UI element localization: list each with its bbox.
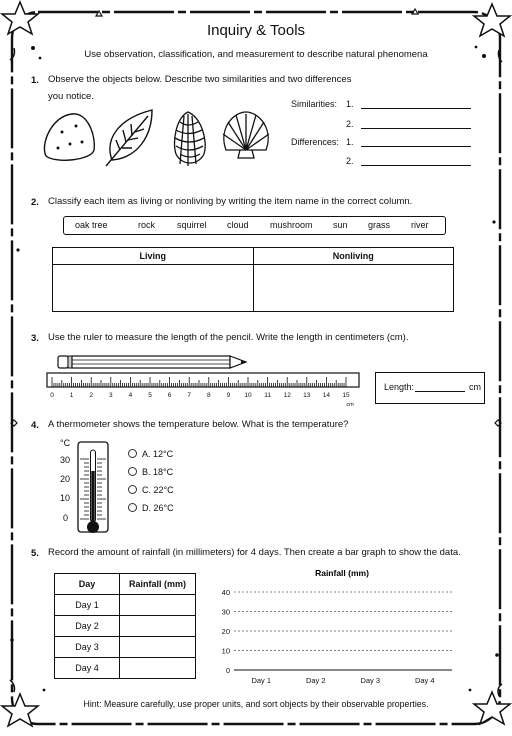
ruler (46, 372, 364, 410)
q4-text: A thermometer shows the temperature below. What is the temperature? (48, 419, 349, 430)
q4-number: 4. (31, 420, 39, 431)
thermo-scale-label: 10 (60, 493, 71, 503)
option-d-label: D. 26°C (142, 503, 174, 513)
chart-y-tick-label: 40 (221, 588, 230, 597)
chart-x-tick-label: Day 2 (305, 676, 326, 685)
living-header: Living (53, 248, 254, 265)
q5-number: 5. (31, 548, 39, 559)
thermometer-unit: °C (60, 438, 71, 448)
q1-text-line1: Observe the objects below. Describe two similarities and two differences (48, 74, 352, 85)
rainfall-answer-cell[interactable] (120, 637, 196, 658)
chart-x-tick-label: Day 1 (251, 676, 272, 685)
seashell-drawing (223, 112, 269, 158)
table-row-day: Day 2 (55, 616, 120, 637)
classification-table (52, 247, 454, 312)
chart-x-tick-label: Day 4 (414, 676, 435, 685)
ruler-label: 5 (148, 392, 152, 399)
day-header: Day (55, 574, 120, 595)
chart-y-tick-label: 0 (225, 666, 230, 675)
radio-icon[interactable] (128, 503, 137, 512)
chart-title: Rainfall (mm) (315, 568, 369, 578)
word-bank (63, 216, 446, 235)
rainfall-bar-chart[interactable] (212, 562, 462, 692)
page-subtitle: Use observation, classification, and measurement to describe natural phenomena (84, 49, 428, 60)
living-answer-cell[interactable] (53, 265, 254, 312)
pencil-drawing (56, 352, 256, 372)
ruler-label: 12 (283, 392, 291, 399)
option-b-label: B. 18°C (142, 467, 174, 477)
option-c[interactable] (128, 485, 174, 495)
chart-y-tick-label: 30 (221, 607, 230, 617)
ruler-label: 2 (89, 392, 94, 399)
q3-text: Use the ruler to measure the length of the pencil. Write the length in centimeters (cm). (48, 332, 409, 343)
ruler-label: 10 (244, 392, 252, 399)
thermometer-bulb (87, 521, 99, 533)
ruler-label: 11 (264, 392, 271, 399)
chart-y-tick-label: 20 (221, 627, 230, 636)
difference-answer-2[interactable] (361, 165, 471, 166)
q1-number: 1. (31, 75, 39, 86)
leaf-drawing (106, 110, 152, 166)
thermo-scale-label: 20 (60, 474, 71, 484)
ruler-label: 9 (226, 392, 231, 399)
ruler-label: 7 (187, 392, 192, 399)
length-unit: cm (469, 382, 481, 392)
diff-number-1: 1. (346, 137, 354, 147)
similarity-answer-2[interactable] (361, 128, 471, 129)
nonliving-answer-cell[interactable] (253, 265, 454, 312)
ruler-label: 15 (342, 392, 350, 399)
option-d[interactable] (128, 503, 174, 513)
ruler-label: 13 (303, 392, 311, 399)
ruler-label: 3 (108, 392, 113, 399)
sim-number-2: 2. (346, 119, 354, 129)
ruler-label: 1 (69, 392, 74, 399)
radio-icon[interactable] (128, 467, 137, 476)
chart-x-tick-label: Day 3 (360, 676, 381, 685)
thermometer (72, 440, 120, 540)
q1-text-line2: you notice. (48, 91, 94, 102)
hint-text: Hint: Measure carefully, use proper units, and sort objects by their observable properties. (83, 699, 429, 709)
word-bank-item: grass (368, 220, 391, 230)
thermo-scale-label: 0 (63, 513, 69, 523)
q1-objects (40, 108, 280, 168)
length-answer-box (375, 372, 485, 404)
table-row-day: Day 4 (55, 658, 120, 679)
differences-label: Differences: (291, 137, 339, 147)
q2-number: 2. (31, 197, 39, 208)
similarities-label: Similarities: (291, 99, 338, 109)
length-answer-line[interactable] (415, 391, 465, 392)
table-row-day: Day 1 (55, 595, 120, 616)
rock-drawing (44, 114, 94, 160)
q5-text: Record the amount of rainfall (in millimeters) for 4 days. Then create a bar graph to show the data. (48, 547, 461, 558)
ruler-unit: cm (346, 402, 354, 408)
sim-number-1: 1. (346, 99, 354, 109)
word-bank-item: river (411, 220, 429, 230)
thermometer-liquid (91, 471, 94, 524)
rainfall-answer-cell[interactable] (120, 658, 196, 679)
thermo-scale-label: 30 (60, 455, 71, 465)
similarity-answer-1[interactable] (361, 108, 471, 109)
word-bank-item: sun (333, 220, 348, 230)
rainfall-table (54, 573, 196, 679)
rainfall-answer-cell[interactable] (120, 595, 196, 616)
table-row-day: Day 3 (55, 637, 120, 658)
chart-y-tick-label: 10 (221, 646, 230, 656)
word-bank-item: rock (138, 220, 156, 230)
diff-number-2: 2. (346, 156, 354, 166)
word-bank-item: oak tree (75, 220, 108, 230)
ruler-label: 14 (322, 392, 331, 399)
length-label: Length: (384, 382, 415, 392)
nonliving-header: Nonliving (253, 248, 454, 265)
radio-icon[interactable] (128, 485, 137, 494)
difference-answer-1[interactable] (361, 146, 471, 147)
q2-text: Classify each item as living or nonliving by writing the item name in the correct column. (48, 196, 413, 207)
q3-number: 3. (31, 333, 39, 344)
option-b[interactable] (128, 467, 173, 477)
option-a[interactable] (128, 449, 173, 459)
page-title: Inquiry & Tools (206, 22, 306, 39)
word-bank-item: mushroom (270, 220, 313, 230)
ruler-label: 8 (206, 392, 211, 399)
radio-icon[interactable] (128, 449, 137, 458)
option-a-label: A. 12°C (142, 449, 174, 459)
word-bank-item: squirrel (177, 220, 207, 230)
word-bank-item: cloud (227, 220, 249, 230)
pinecone-drawing (175, 112, 206, 166)
rainfall-answer-cell[interactable] (120, 616, 196, 637)
ruler-label: 4 (128, 392, 133, 399)
ruler-label: 0 (50, 392, 54, 399)
option-c-label: C. 22°C (142, 485, 174, 495)
rainfall-header: Rainfall (mm) (120, 574, 196, 595)
ruler-label: 6 (167, 392, 172, 399)
